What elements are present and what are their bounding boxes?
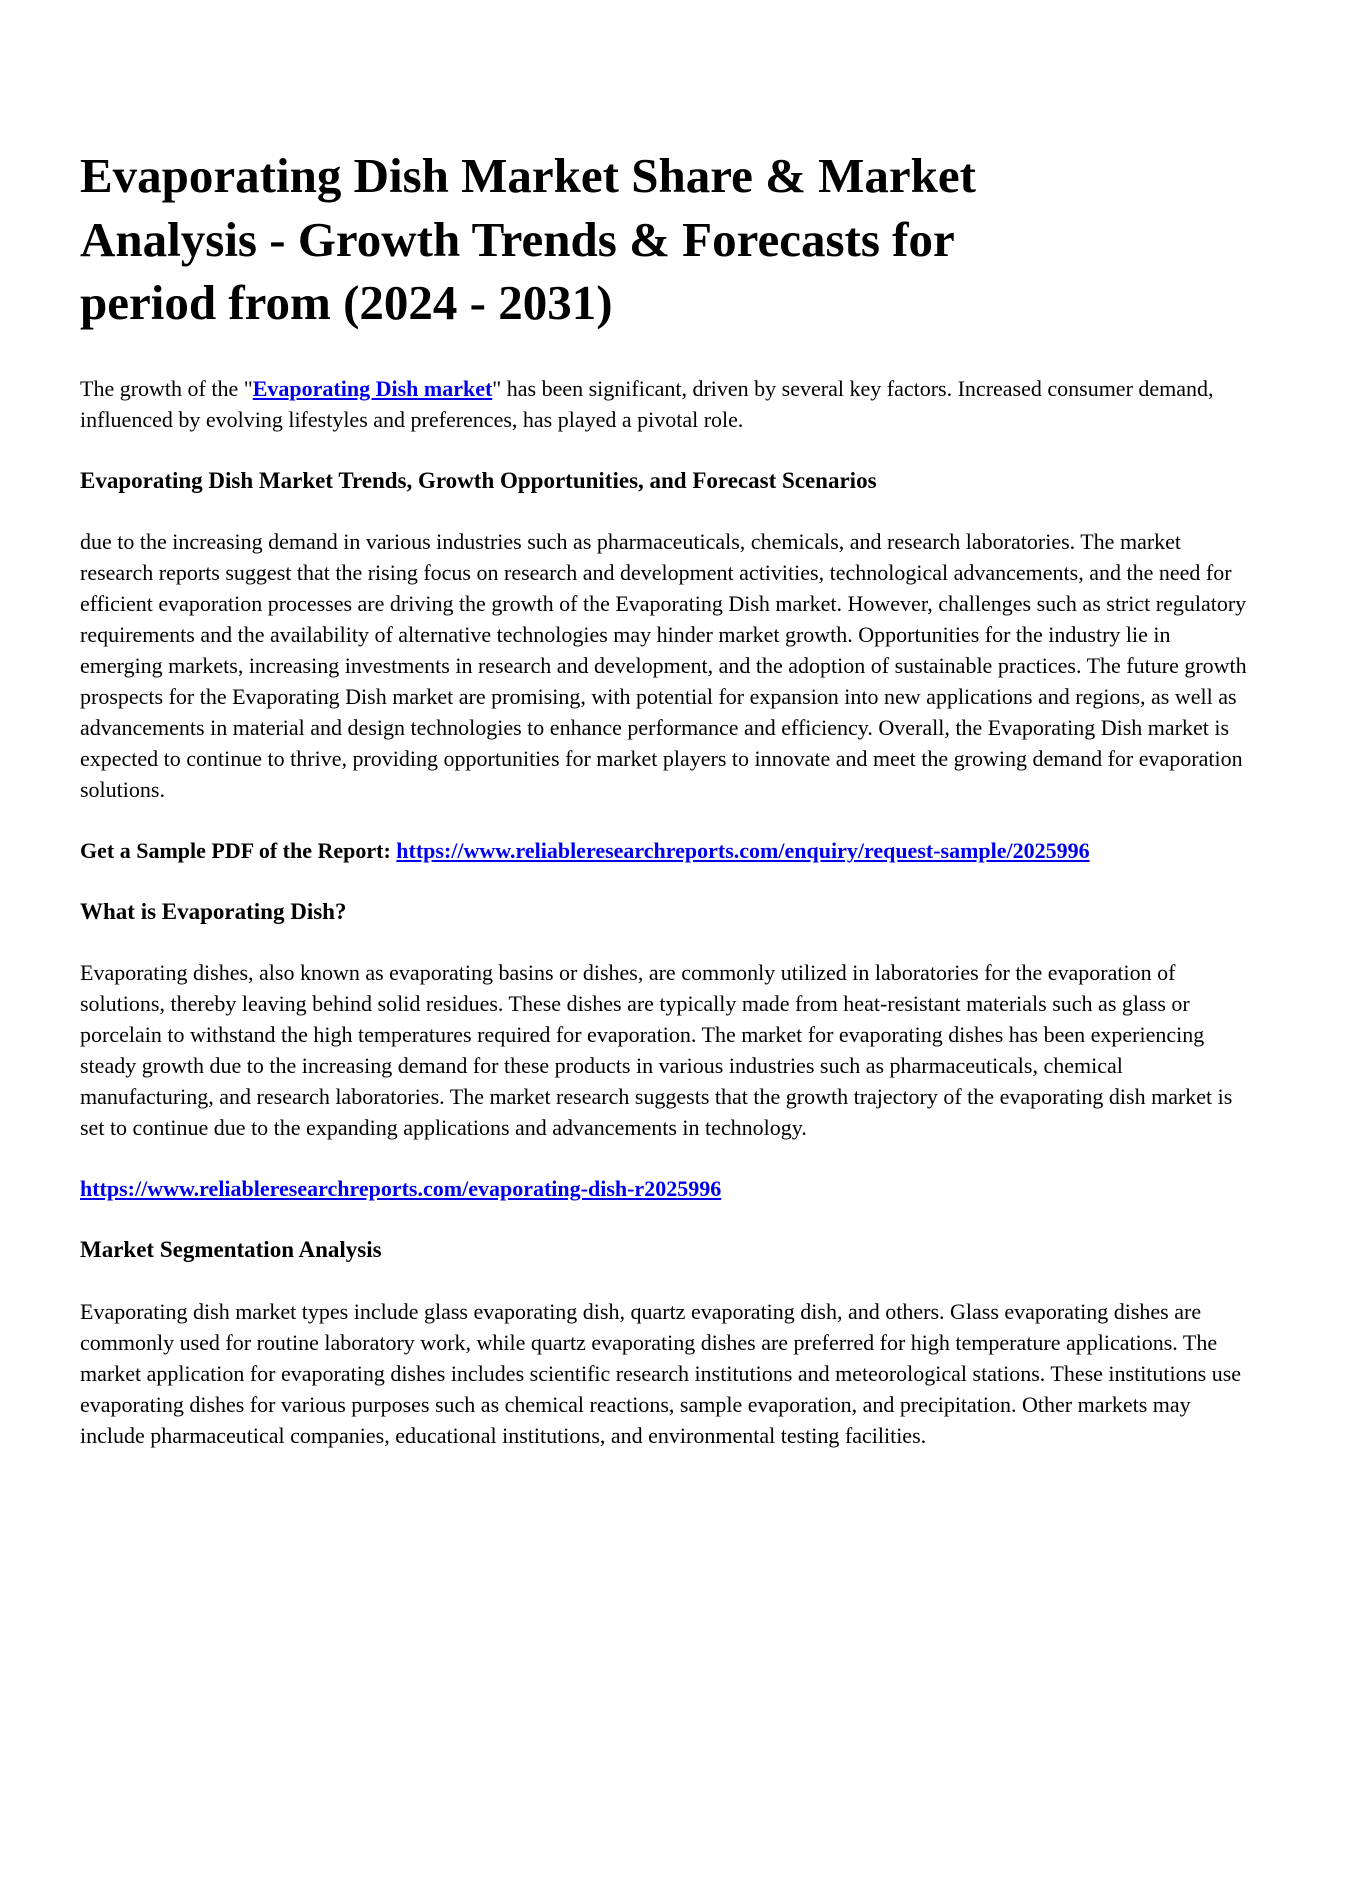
sample-pdf-paragraph: [80, 835, 1257, 866]
sample-pdf-link[interactable]: https://www.reliableresearchreports.com/enquiry/request-sample/2025996: [396, 838, 1090, 864]
segmentation-paragraph: Evaporating dish market types include glass evaporating dish, quartz evaporating dish, and others. Glass evaporating dishes are commonly used for routine laboratory work, while quartz evaporating dishes are preferred for high temperature applications. The market application for evaporating dishes includes scientific research institutions and meteorological stations. These institutions use evaporating dishes for various purposes such as chemical reactions, sample evaporation, and precipitation. Other markets may include pharmaceutical companies, educational institutions, and environmental testing facilities.: [80, 1298, 1242, 1448]
section-heading-trends: Evaporating Dish Market Trends, Growth Opportunities, and Forecast Scenarios: [80, 468, 877, 494]
intro-text-prefix: The growth of the ": [80, 376, 253, 402]
report-url-link[interactable]: https://www.reliableresearchreports.com/evaporating-dish-r2025996: [80, 1176, 722, 1202]
trends-paragraph: due to the increasing demand in various industries such as pharmaceuticals, chemicals, and research laboratories. The market research reports suggest that the rising focus on research and development activities, technological advancements, and the need for efficient evaporation processes are driving the growth of the Evaporating Dish market. However, challenges such as strict regulatory requirements and the availability of alternative technologies may hinder market growth. Opportunities for the industry lie in emerging markets, increasing investments in research and development, and the adoption of sustainable practices. The future growth prospects for the Evaporating Dish market are promising, with potential for expansion into new applications and regions, as well as advancements in material and design technologies to enhance performance and efficiency. Overall, the Evaporating Dish market is expected to continue to thrive, providing opportunities for market players to innovate and meet the growing demand for evaporation solutions.: [80, 529, 1247, 803]
what-is-paragraph: Evaporating dishes, also known as evaporating basins or dishes, are commonly utilized in laboratories for the evaporation of solutions, thereby leaving behind solid residues. These dishes are typically made from heat-resistant materials such as glass or porcelain to withstand the high temperatures required for evaporation. The market for evaporating dishes has been experiencing steady growth due to the increasing demand for these products in various industries such as pharmaceuticals, chemical manufacturing, and research laboratories. The market research suggests that the growth trajectory of the evaporating dish market is set to continue due to the expanding applications and advancements in technology.: [80, 960, 1233, 1141]
report-link-paragraph: [80, 1173, 1257, 1204]
intro-paragraph: [80, 373, 1257, 435]
evaporating-dish-market-link[interactable]: Evaporating Dish market: [252, 376, 493, 402]
section-heading-what-is: What is Evaporating Dish?: [80, 899, 347, 925]
page-title: Evaporating Dish Market Share & Market Analysis - Growth Trends & Forecasts for period from (2024 - 2031): [80, 148, 976, 331]
section-heading-segmentation: Market Segmentation Analysis: [80, 1237, 382, 1263]
intro-text-suffix: " has been significant, driven by several key factors. Increased consumer demand, influenced by evolving lifestyles and preferences, has played a pivotal role.: [80, 376, 1214, 433]
sample-pdf-label: Get a Sample PDF of the Report:: [80, 838, 397, 864]
